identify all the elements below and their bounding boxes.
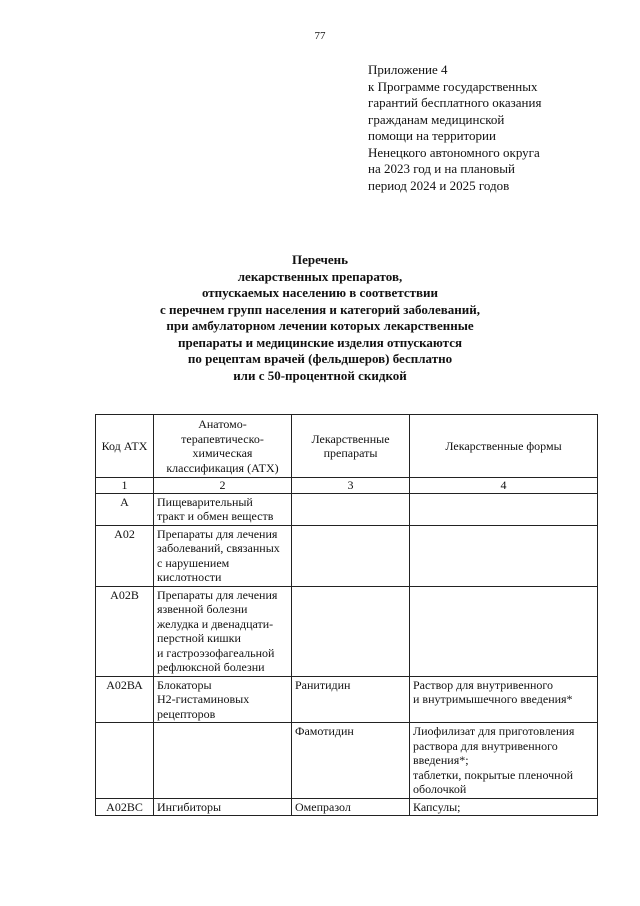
title-line: лекарственных препаратов,	[237, 268, 403, 284]
atc-classification: Пищеварительный тракт и обмен веществ	[154, 493, 292, 525]
drug-table	[95, 414, 598, 816]
page-number: 77	[314, 30, 326, 42]
dosage-forms: Лиофилизат для приготовления раствора для внутривенного введения*; таблетки, покрытые пленочной оболочкой	[410, 723, 598, 799]
appendix-line: гражданам медицинской	[368, 111, 505, 127]
atc-code: А02ВА	[96, 676, 154, 723]
title-line: при амбулаторном лечении которых лекарственные	[166, 318, 474, 333]
dosage-forms	[410, 586, 598, 676]
drug-name	[292, 586, 410, 676]
atc-classification: Препараты для лечения язвенной болезни желудка и двенадцати- перстной кишки и гастроэзофагеальной рефлюксной болезни	[154, 586, 292, 676]
drug-name: Омепразол	[292, 798, 410, 816]
atc-code: А02ВС	[96, 798, 154, 816]
table-row	[96, 525, 598, 586]
drug-name	[292, 525, 410, 586]
dosage-forms	[410, 493, 598, 525]
atc-code: А02	[96, 525, 154, 586]
table-row	[96, 586, 598, 676]
title-line: Перечень	[291, 252, 349, 267]
appendix-line: на 2023 год и на плановый	[368, 161, 515, 176]
column-number: 4	[410, 478, 598, 494]
header-classification: Анатомо- терапевтическо- химическая классификация (АТХ)	[154, 415, 292, 478]
title-line: отпускаемых населению в соответствии	[201, 285, 439, 300]
drug-name	[292, 493, 410, 525]
title-line: или с 50-процентной скидкой	[233, 367, 407, 383]
dosage-forms	[410, 525, 598, 586]
atc-code: А	[96, 493, 154, 525]
document-title	[0, 252, 640, 384]
appendix-line: Ненецкого автономного округа	[368, 144, 540, 160]
atc-classification	[154, 723, 292, 799]
atc-code	[96, 723, 154, 799]
column-number: 2	[154, 478, 292, 494]
appendix-line: период 2024 и 2025 годов	[368, 177, 510, 193]
drug-name: Фамотидин	[292, 723, 410, 799]
dosage-forms: Капсулы;	[410, 798, 598, 816]
table-row	[96, 723, 598, 799]
appendix-line: к Программе государственных	[368, 78, 538, 94]
column-number: 3	[292, 478, 410, 494]
header-drugs: Лекарственные препараты	[292, 415, 410, 478]
atc-code: А02В	[96, 586, 154, 676]
title-line: с перечнем групп населения и категорий заболеваний,	[160, 301, 480, 317]
column-number: 1	[96, 478, 154, 494]
table-row	[96, 798, 598, 816]
column-number-row	[96, 478, 598, 494]
appendix-line: помощи на территории	[368, 128, 496, 143]
table-row	[96, 493, 598, 525]
title-line: по рецептам врачей (фельдшеров) бесплатно	[187, 351, 453, 366]
appendix-line: Приложение 4	[368, 62, 448, 77]
title-line: препараты и медицинские изделия отпускаются	[177, 334, 463, 350]
appendix-line: гарантий бесплатного оказания	[368, 95, 542, 110]
table-header-row	[96, 415, 598, 478]
header-forms: Лекарственные формы	[410, 415, 598, 478]
drug-name: Ранитидин	[292, 676, 410, 723]
dosage-forms: Раствор для внутривенного и внутримышечного введения*	[410, 676, 598, 723]
table-row	[96, 676, 598, 723]
header-atc-code: Код АТХ	[96, 415, 154, 478]
atc-classification: Ингибиторы	[154, 798, 292, 816]
appendix-reference	[368, 62, 628, 194]
atc-classification: Блокаторы Н2-гистаминовых рецепторов	[154, 676, 292, 723]
atc-classification: Препараты для лечения заболеваний, связанных с нарушением кислотности	[154, 525, 292, 586]
